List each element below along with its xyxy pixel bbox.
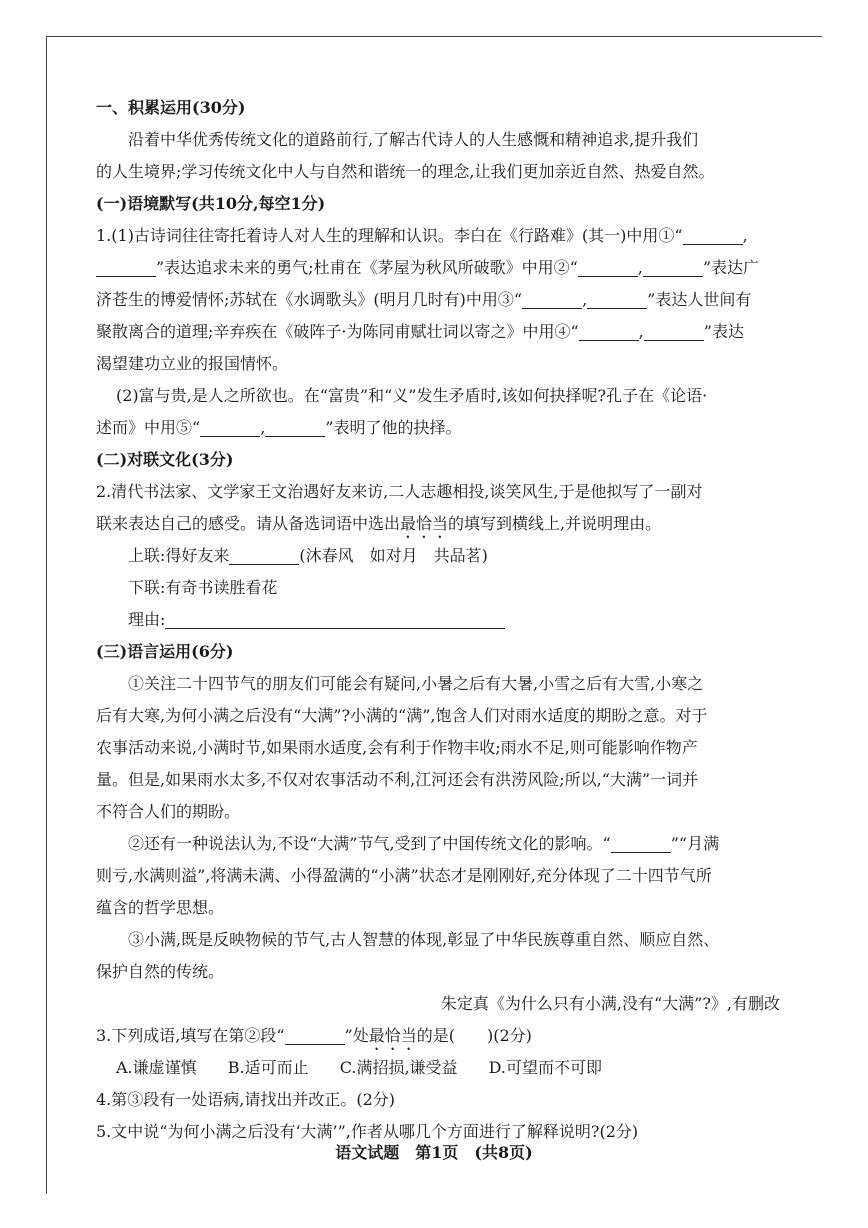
answer-blank[interactable] [96,256,156,277]
emphasis-text: 最恰当 [368,1026,417,1045]
p2-line-1: ②还有一种说法认为,不设“大满”节气,受到了中国传统文化的影响。“ ”“月满 [128,834,720,853]
answer-blank[interactable] [644,320,704,341]
reason-line: 理由: [96,604,780,636]
page-border-top [46,36,822,37]
answer-blank[interactable] [578,256,638,277]
section-title: 一、积累运用(30分) [96,98,246,117]
q1-2-line-1: (2)富与贵,是人之所欲也。在“富贵”和“义”发生矛盾时,该如何抉择呢?孔子在《论语· [116,386,708,405]
answer-blank[interactable] [285,1024,345,1045]
p1-line-1: ①关注二十四节气的朋友们可能会有疑问,小暑之后有大暑,小雪之后有大雪,小寒之 [128,674,704,693]
part3-title: (三)语言运用(6分) [96,642,234,661]
page-footer: 语文试题 第1页 (共8页) [335,1143,533,1162]
q3-line: 3.下列成语,填写在第②段“ ”处最恰当的是( )(2分) [96,1026,532,1045]
p1-line-5: 不符合人们的期盼。 [96,802,241,821]
intro-line-1: 沿着中华优秀传统文化的道路前行,了解古代诗人的人生感慨和精神追求,提升我们 [128,130,699,149]
answer-blank[interactable] [165,608,505,629]
option-c[interactable]: C.满招损,谦受益 [339,1058,458,1077]
upper-couplet: 上联:得好友来 (沐春风 如对月 共品茗) [128,546,488,565]
option-b[interactable]: B.适可而止 [227,1058,309,1077]
answer-blank[interactable] [683,224,743,245]
intro-line-2: 的人生境界;学习传统文化中人与自然和谐统一的理念,让我们更加亲近自然、热爱自然。 [96,162,715,181]
lower-couplet: 下联:有奇书读胜看花 [128,578,278,597]
p1-line-2: 后有大寒,为何小满之后没有“大满”?小满的“满”,饱含人们对雨水适度的期盼之意。对于 [96,706,708,725]
p3-line-2: 保护自然的传统。 [96,962,225,981]
option-d[interactable]: D.可望而不可即 [488,1058,603,1077]
answer-blank[interactable] [579,320,639,341]
q1-line-2: ”表达追求未来的勇气;杜甫在《茅屋为秋风所破歌》中用②“ , ”表达广 [96,252,780,284]
q1-line-4: 聚散离合的道理;辛弃疾在《破阵子·为陈同甫赋壮词以寄之》中用④“ , ”表达 [96,322,744,341]
answer-blank[interactable] [229,544,299,565]
q4-line: 4.第③段有一处语病,请找出并改正。(2分) [96,1090,396,1109]
q1-line-1: 1.(1)古诗词往往寄托着诗人对人生的理解和认识。李白在《行路难》(其一)中用①“ , [96,226,748,245]
emphasis-text: 最恰当 [400,514,449,533]
p2-line-3: 蕴含的哲学思想。 [96,898,225,917]
q1-2-line-2: 述而》中用⑤“ , ”表明了他的抉择。 [96,418,462,437]
source-citation: 朱定真《为什么只有小满,没有“大满”?》,有删改 [440,994,780,1013]
answer-blank[interactable] [522,288,582,309]
answer-blank[interactable] [587,288,647,309]
q2-line-1: 2.清代书法家、文学家王文治遇好友来访,二人志趣相投,谈笑风生,于是他拟写了一副对 [96,482,703,501]
q2-line-2: 联来表达自己的感受。请从备选词语中选出最恰当的填写到横线上,并说明理由。 [96,514,662,533]
answer-blank[interactable] [643,256,703,277]
p3-line-1: ③小满,既是反映物候的节气,古人智慧的体现,彰显了中华民族尊重自然、顺应自然、 [128,930,720,949]
page-border-left [46,36,47,1194]
part1-title: (一)语境默写(共10分,每空1分) [96,194,326,213]
option-a[interactable]: A.谦虚谨慎 [116,1058,197,1077]
p1-line-4: 量。但是,如果雨水太多,不仅对农事活动不利,江河还会有洪涝风险;所以,“大满”一词并 [96,770,699,789]
q1-line-5: 渴望建功立业的报国情怀。 [96,354,289,373]
answer-blank[interactable] [200,416,260,437]
p2-line-2: 则亏,水满则溢”,将满未满、小得盈满的“小满”状态才是刚刚好,充分体现了二十四节气所 [96,866,712,885]
exam-content [96,92,780,1148]
part2-title: (二)对联文化(3分) [96,450,234,469]
q3-options [96,1052,780,1084]
answer-blank[interactable] [611,832,671,853]
p1-line-3: 农事活动来说,小满时节,如果雨水适度,会有利于作物丰收;雨水不足,则可能影响作物产 [96,738,698,757]
q1-line-3: 济苍生的博爱情怀;苏轼在《水调歌头》(明月几时有)中用③“ , ”表达人世间有 [96,290,752,309]
answer-blank[interactable] [265,416,325,437]
q5-line: 5.文中说“为何小满之后没有‘大满’”,作者从哪几个方面进行了解释说明?(2分) [96,1122,639,1141]
